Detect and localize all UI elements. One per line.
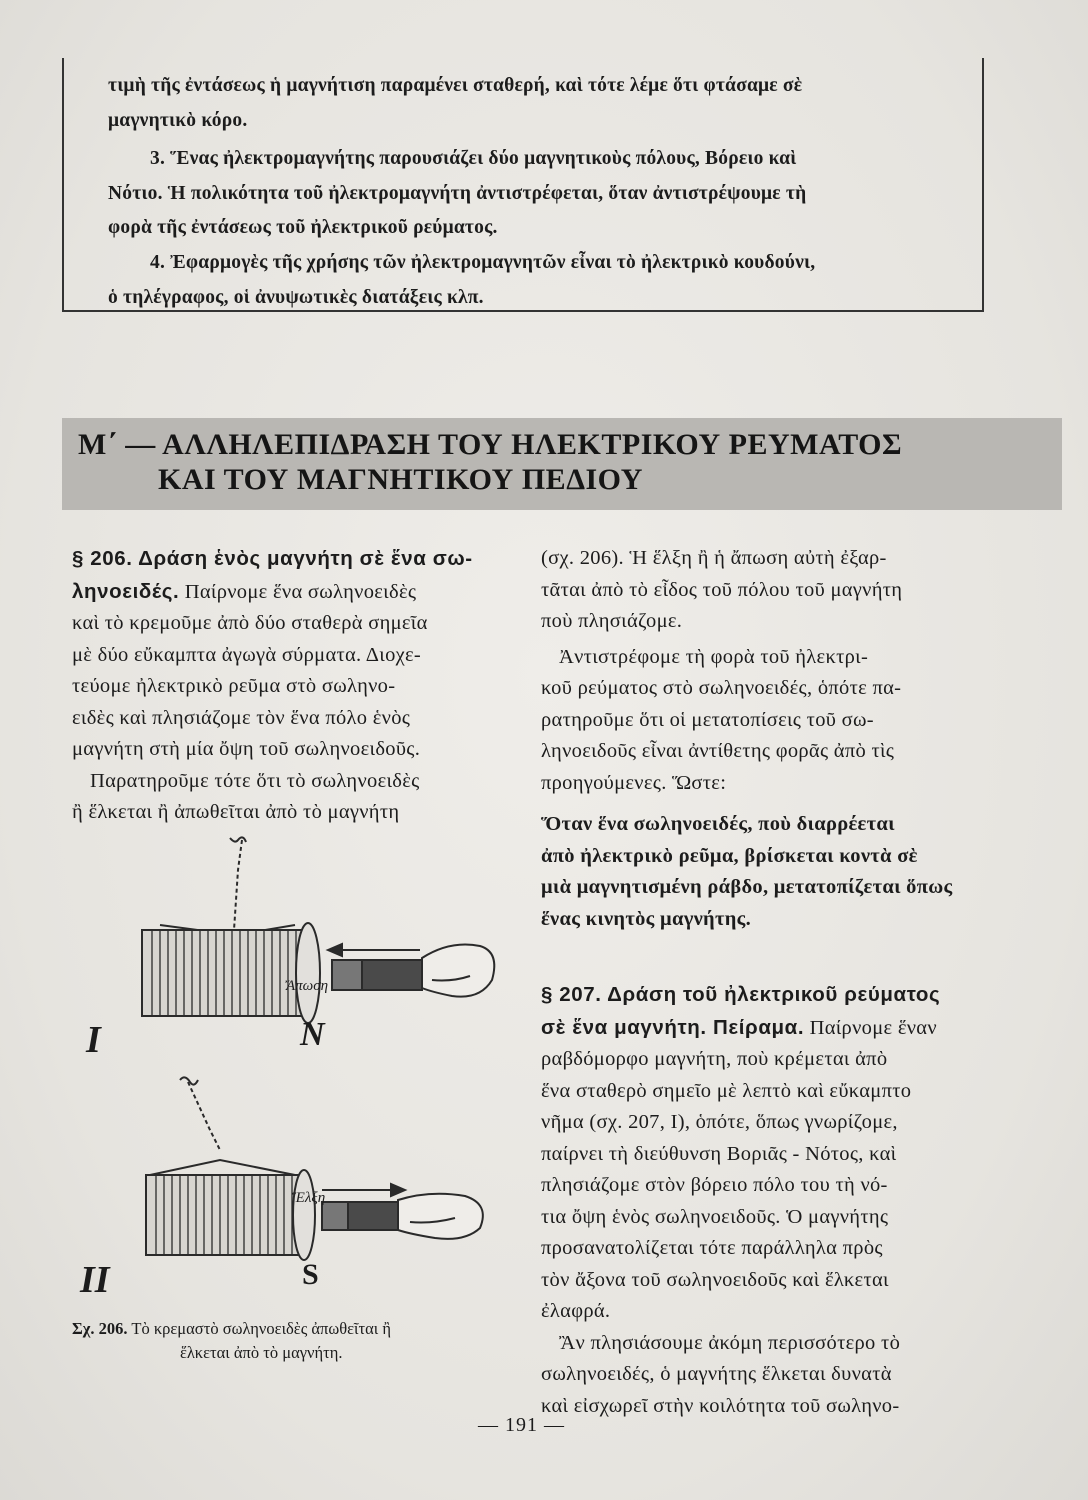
text-line: ἕνα σταθερὸ σημεῖο μὲ λεπτὸ καὶ εὔκαμπτο [541, 1079, 912, 1102]
summary-line: τιμὴ τῆς ἐντάσεως ἡ μαγνήτιση παραμένει σταθερή, καὶ τότε λέμε ὅτι φτάσαμε σὲ [108, 75, 803, 96]
text-line: τὸν ἄξονα τοῦ σωληνοειδοῦς καὶ ἕλκεται [541, 1268, 889, 1291]
caption-text: ἕλκεται ἀπὸ τὸ μαγνήτη. [180, 1343, 343, 1362]
text-line: ραβδόμορφο μαγνήτη, ποὺ κρέμεται ἀπὸ [541, 1048, 888, 1070]
summary-line: 3. Ἕνας ἠλεκτρομαγνήτης παρουσιάζει δύο μαγνητικοὺς πόλους, Βόρειο καὶ [150, 148, 797, 169]
text-line: ειδὲς καὶ πλησιάζομε τὸν ἕνα πόλο ἑνὸς [72, 706, 411, 729]
figure-caption [72, 1317, 512, 1365]
page-number: — 191 — [478, 1414, 565, 1436]
text-line: νῆμα (σχ. 207, I), ὁπότε, ὅπως γνωρίζομε, [541, 1111, 898, 1133]
text-line: μιὰ μαγνητισμένη ράβδο, μετατοπίζεται ὅπως [541, 876, 953, 898]
figure-206 [60, 830, 520, 1310]
text-line: ἐλαφρά. [541, 1300, 611, 1322]
pole-label-S: S [302, 1258, 319, 1291]
paragraph-206 [72, 543, 512, 829]
text-line: μαγνήτη στὴ μία ὄψη τοῦ σωληνοειδοῦς. [72, 738, 421, 760]
text-line: (σχ. 206). Ἡ ἕλξη ἢ ἡ ἄπωση αὐτὴ ἐξαρ- [541, 547, 887, 569]
text-line: Ἂν πλησιάσουμε ἀκόμη περισσότερο τὸ [559, 1331, 901, 1354]
summary-line: ὁ τηλέγραφος, οἱ ἀνυψωτικὲς διατάξεις κλπ. [108, 287, 484, 308]
text-line: Ἀντιστρέφομε τὴ φορὰ τοῦ ἠλεκτρι- [559, 645, 869, 668]
section-title: Μ΄ — ΑΛΛΗΛΕΠΙΔΡΑΣΗ ΤΟΥ ΗΛΕΚΤΡΙΚΟΥ ΡΕΥΜΑΤΟΣ [78, 428, 903, 461]
section-heading-207: σὲ ἕνα μαγνήτη. Πείραμα. [541, 1015, 805, 1039]
text-line: ἀπὸ ἠλεκτρικὸ ρεῦμα, βρίσκεται κοντὰ σὲ [541, 844, 918, 867]
section-heading-206: ληνοειδές. [72, 579, 180, 603]
summary-line: Νότιο. Ἡ πολικότητα τοῦ ἠλεκτρομαγνήτη ἀντιστρέφεται, ὅταν ἀντιστρέψουμε τὴ [108, 183, 807, 204]
text-line: σωληνοειδές, ὁ μαγνήτης ἕλκεται δυνατὰ [541, 1363, 892, 1385]
solenoid-figure [60, 830, 520, 1310]
text-line: ἢ ἕλκεται ἢ ἀπωθεῖται ἀπὸ τὸ μαγνήτη [72, 801, 400, 823]
text-line: τᾶται ἀπὸ τὸ εἶδος τοῦ πόλου τοῦ μαγνήτη [541, 578, 903, 601]
caption-text: Τὸ κρεμαστὸ σωληνοειδὲς ἀπωθεῖται ἢ [127, 1319, 391, 1338]
text-line: προηγούμενες. Ὥστε: [541, 771, 727, 794]
text-line: προσανατολίζεται τότε παράλληλα πρὸς [541, 1237, 883, 1259]
summary-line: μαγνητικὸ κόρο. [108, 110, 248, 131]
text-line: καὶ τὸ κρεμοῦμε ἀπὸ δύο σταθερὰ σημεῖα [72, 612, 428, 634]
text-line: ρατηροῦμε ὅτι οἱ μετατοπίσεις τοῦ σω- [541, 708, 874, 731]
figure-label-I: I [86, 1019, 101, 1061]
section-heading-207: § 207. Δράση τοῦ ἠλεκτρικοῦ ρεύματος [541, 983, 941, 1006]
text-line: καὶ εἰσχωρεῖ στὴν κοιλότητα τοῦ σωληνο- [541, 1394, 900, 1417]
text-line: μὲ δύο εὔκαμπτα ἀγωγὰ σύρματα. Διοχε- [72, 643, 422, 666]
text-line: κοῦ ρεύματος στὸ σωληνοειδές, ὁπότε πα- [541, 677, 902, 699]
text-line: ποὺ πλησιάζομε. [541, 610, 683, 632]
text-line: Παρατηροῦμε τότε ὅτι τὸ σωληνοειδὲς [90, 769, 420, 792]
section-heading-206: § 206. Δράση ἑνὸς μαγνήτη σὲ ἕνα σω- [72, 547, 473, 570]
solenoid-top [142, 837, 494, 1023]
text-line: τεύομε ἠλεκτρικὸ ρεῦμα στὸ σωληνο- [72, 675, 396, 697]
summary-line: φορὰ τῆς ἐντάσεως τοῦ ἠλεκτρικοῦ ρεύματος. [108, 217, 498, 238]
text-line: παίρνει τὴ διεύθυνση Βοριᾶς - Νότος, καὶ [541, 1142, 897, 1165]
pole-label-N: N [300, 1016, 325, 1053]
attraction-label: Ἕλξη [292, 1190, 326, 1206]
text-line: ληνοειδοῦς εἶναι ἀντίθετης φορᾶς ἀπὸ τὶς [541, 740, 895, 762]
repulsion-label: Ἄπωση [286, 978, 329, 994]
text-line: Παίρνομε ἕνα σωληνοειδὲς [179, 580, 417, 603]
section-title: ΚΑΙ ΤΟΥ ΜΑΓΝΗΤΙΚΟΥ ΠΕΔΙΟΥ [158, 463, 643, 496]
text-line: Ὅταν ἕνα σωληνοειδές, ποὺ διαρρέεται [541, 813, 895, 835]
text-line: τια ὄψη ἑνὸς σωληνοειδοῦς. Ὁ μαγνήτης [541, 1205, 889, 1228]
text-line: Παίρνομε ἕναν [804, 1016, 937, 1039]
summary-line: 4. Ἐφαρμογὲς τῆς χρήσης τῶν ἠλεκτρομαγνητῶν εἶναι τὸ ἠλεκτρικὸ κουδούνι, [150, 252, 816, 273]
figure-label-II: II [80, 1259, 110, 1301]
text-line: πλησιάζομε στὸν βόρειο πόλο του τὴ νό- [541, 1174, 888, 1196]
text-line: ἕνας κινητὸς μαγνήτης. [541, 907, 752, 930]
solenoid-bottom [146, 1077, 483, 1260]
right-column [541, 543, 986, 1422]
caption-prefix: Σχ. 206. [72, 1319, 128, 1338]
